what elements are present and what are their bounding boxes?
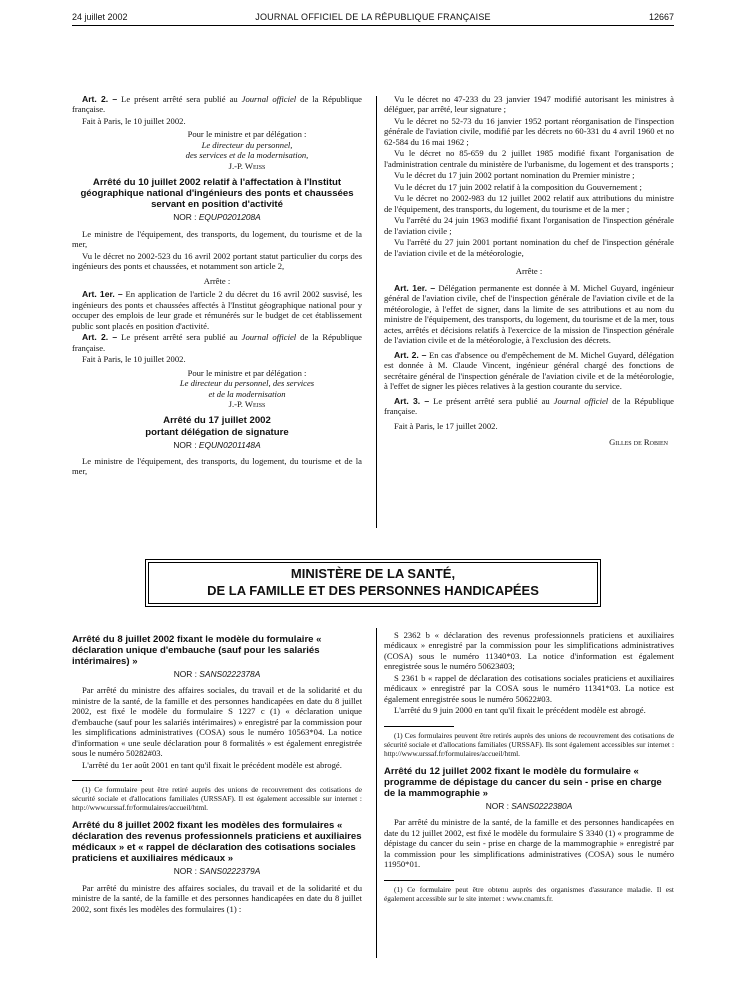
vu-paragraph: Vu l'arrêté du 24 juin 1963 modifié fixant l'organisation de l'inspection générale de l'aviation civile ; xyxy=(384,215,674,236)
footnote-rule xyxy=(384,726,454,727)
signature-block: Pour le ministre et par délégation : Le directeur du personnel, des services et de la modernisation, J.-P. Weiss xyxy=(185,129,309,171)
paragraph: Art. 2. – Le présent arrêté sera publié au Journal officiel de la République française. xyxy=(72,94,362,115)
column-divider-top xyxy=(376,96,377,528)
paragraph: L'arrêté du 9 juin 2000 en tant qu'il fixait le précédent modèle est abrogé. xyxy=(394,705,646,716)
paragraph: S 2362 b « déclaration des revenus professionnels praticiens et auxiliaires médicaux » enregistré par la commission pour les simplifications administratives (COSA) sous le numéro 11340*03. La notice d'information est également enregistrée sous le numéro 50623#03; xyxy=(384,630,674,672)
paragraph: Vu le décret no 2002-523 du 16 avril 2002 portant statut particulier du corps des ingénieurs des ponts et chaussées, et notamment son article 2, xyxy=(72,250,362,272)
article: Art. 3. – Le présent arrêté sera publié au Journal officiel de la République française. xyxy=(384,395,674,417)
header-journal-title: JOURNAL OFFICIEL DE LA RÉPUBLIQUE FRANÇAISE xyxy=(255,12,491,22)
header-page-number: 12667 xyxy=(648,12,674,22)
nor-reference: NOR : SANS0222380A xyxy=(485,801,573,812)
arrete-keyword: Arrête : xyxy=(515,266,543,277)
ministry-banner xyxy=(148,562,598,604)
footnote-rule xyxy=(72,780,142,781)
arrete-keyword: Arrête : xyxy=(203,275,231,286)
paragraph: Par arrêté du ministre de la santé, de la famille et des personnes handicapées en date du 12 juillet 2002, est fixé le modèle du formulaire S 3340 (1) « programme de dépistage du cancer du sein - prise en charge de la mammographie » enregistré par la commission pour les simplifications administratives (COSA) sous le numéro 11950*01. xyxy=(384,817,674,870)
nor-reference: NOR : SANS0222378A xyxy=(173,669,261,680)
vu-paragraph: Vu l'arrêté du 27 juin 2001 portant nomination du chef de l'inspection générale de l'aviation civile et de la météorologie, xyxy=(384,237,674,258)
vu-paragraph: Vu le décret no 2002-983 du 12 juillet 2002 relatif aux attributions du ministre de l'équipement, des transports, du logement, du tourisme et de la mer ; xyxy=(384,193,674,214)
column-divider-bottom xyxy=(376,628,377,958)
arrete-title: Arrêté du 8 juillet 2002 fixant le modèle du formulaire « déclaration unique d'embauche (sauf pour les salariés intérimaires) » xyxy=(72,634,322,668)
paragraph: Le ministre de l'équipement, des transports, du logement, du tourisme et de la mer, xyxy=(72,455,362,477)
header-date: 24 juillet 2002 xyxy=(72,12,128,22)
nor-reference: NOR : EQUN0201148A xyxy=(173,439,261,450)
article: Art. 1er. – Délégation permanente est donnée à M. Michel Guyard, ingénieur général de l'aviation civile, chef de l'inspection générale de l'aviation civile et de la météorologie, à l'effet de signer, dans la limite de ses attributions et au nom du ministre de l'équipement, des transports, du logement, du tourisme et de la mer, tous actes, arrêtés et décisions relatifs à l'exercice de la mission de l'inspection générale de l'aviation civile et de la météorologie, à l'exclusion des décrets. xyxy=(384,282,675,346)
arrete-title: Arrêté du 10 juillet 2002 relatif à l'affectation à l'Institut géographique national d'ingénieurs des ponts et chaussées servant en position d'activité xyxy=(80,177,354,211)
page-header xyxy=(72,12,674,26)
nor-reference: NOR : SANS0222379A xyxy=(173,866,261,877)
right-column-top xyxy=(384,94,674,448)
vu-paragraph: Vu le décret du 17 juin 2002 relatif à la composition du Gouvernement ; xyxy=(394,181,642,192)
article: Art. 2. – Le présent arrêté sera publié au Journal officiel de la République française. xyxy=(72,332,362,353)
footnote: (1) Ce formulaire peut être retiré auprès des unions de recouvrement des cotisations de sécurité sociale et d'allocations familiales (URSSAF). Il est également accessible sur internet : http://www.urssaf.fr/formulaires/accueil/html. xyxy=(72,785,362,813)
paragraph: S 2361 b « rappel de déclaration des cotisations sociales praticiens et auxiliaires médicaux » enregistré par la COSA sous le numéro 11341*03. La notice est également enregistrée sous le numéro 50622#03. xyxy=(384,672,674,704)
nor-reference: NOR : EQUP0201208A xyxy=(173,212,261,223)
fait-line: Fait à Paris, le 17 juillet 2002. xyxy=(394,420,498,431)
left-column-top xyxy=(72,94,362,478)
vu-paragraph: Vu le décret no 85-659 du 2 juillet 1985 modifié fixant l'organisation de l'administration centrale du ministère de l'urbanisme, du logement et des transports ; xyxy=(384,148,674,169)
signature-block: Pour le ministre et par délégation : Le directeur du personnel, des services et de la modernisation J.-P. Weiss xyxy=(179,367,315,409)
ministry-line-1: MINISTÈRE DE LA SANTÉ, xyxy=(290,566,456,581)
paragraph: L'arrêté du 1er août 2001 en tant qu'il fixait le précédent modèle est abrogé. xyxy=(82,759,342,770)
right-column-bottom xyxy=(384,630,674,904)
ministry-line-2: DE LA FAMILLE ET DES PERSONNES HANDICAPÉES xyxy=(207,582,539,598)
footnote-rule xyxy=(384,880,454,881)
paragraph: Le ministre de l'équipement, des transports, du logement, du tourisme et de la mer, xyxy=(72,228,362,250)
footnote: (1) Ces formulaires peuvent être retirés auprès des unions de recouvrement des cotisations de sécurité sociale et d'allocations familiales (URSSAF). Ils sont également accessibles sur internet : http://www.urssaf.fr/formulaires/accueil/html. xyxy=(384,730,674,758)
paragraph: Par arrêté du ministre des affaires sociales, du travail et de la solidarité et du ministre de la santé, de la famille et des personnes handicapées en date du 8 juillet 2002, est fixé le modèle du formulaire S 1227 c (1) « déclaration unique d'embauche (sauf pour les salariés intérimaires) » enregistré par la commission pour les simplifications administratives (COSA) sous le numéro 10563*04. La notice d'information « une seule déclaration pour 8 formalités » est également enregistrée sous le numéro 50282#03. xyxy=(72,685,362,759)
arrete-title: Arrêté du 17 juillet 2002 portant délégation de signature xyxy=(145,415,289,438)
arrete-title: Arrêté du 8 juillet 2002 fixant les modèles des formulaires « déclaration des revenus professionnels praticiens et auxiliaires médicaux » et « rappel de déclaration des cotisations sociales praticiens et auxiliaires médicaux » xyxy=(72,820,362,865)
paragraph: Par arrêté du ministre des affaires sociales, du travail et de la solidarité et du ministre de la santé, de la famille et des personnes handicapées en date du 8 juillet 2002, sont fixés les modèles des formulaires (1) : xyxy=(72,882,362,914)
vu-paragraph: Vu le décret no 47-233 du 23 janvier 1947 modifié autorisant les ministres à déléguer, par arrêté, leur signature ; xyxy=(384,94,674,115)
article: Art. 1er. – En application de l'article 2 du décret du 16 avril 2002 susvisé, les ingénieurs des ponts et chaussées affectés à l'Institut géographique national pour y occuper des emplois de leur grade et rémunérés sur le budget de cet établissement public sont placés en position d'activité. xyxy=(72,289,362,331)
fait-line: Fait à Paris, le 10 juillet 2002. xyxy=(82,115,186,126)
arrete-title: Arrêté du 12 juillet 2002 fixant le modèle du formulaire « programme de dépistage du cancer du sein - prise en charge de la mammographie » xyxy=(384,765,662,800)
vu-paragraph: Vu le décret du 17 juin 2002 portant nomination du Premier ministre ; xyxy=(394,170,635,181)
vu-paragraph: Vu le décret no 52-73 du 16 janvier 1952 portant réorganisation de l'inspection générale de l'aviation civile, modifié par les décrets no 60-331 du 4 avril 1960 et no 62-584 du 16 mai 1962 ; xyxy=(384,115,674,147)
footnote: (1) Ce formulaire peut être obtenu auprès des organismes d'assurance maladie. Il est également accessible sur le site internet : www.cnamts.fr. xyxy=(384,884,674,903)
signature-name: Gilles de Robien xyxy=(609,437,668,448)
article: Art. 2. – En cas d'absence ou d'empêchement de M. Michel Guyard, délégation est donnée à M. Claude Vincent, ingénieur général chargé des fonctions de secrétaire général de l'inspection générale de l'aviation civile et de la météorologie, à l'effet de signer les pièces relatives à la gestion courante du service. xyxy=(384,349,674,392)
fait-line: Fait à Paris, le 10 juillet 2002. xyxy=(82,354,186,365)
left-column-bottom xyxy=(72,630,362,915)
